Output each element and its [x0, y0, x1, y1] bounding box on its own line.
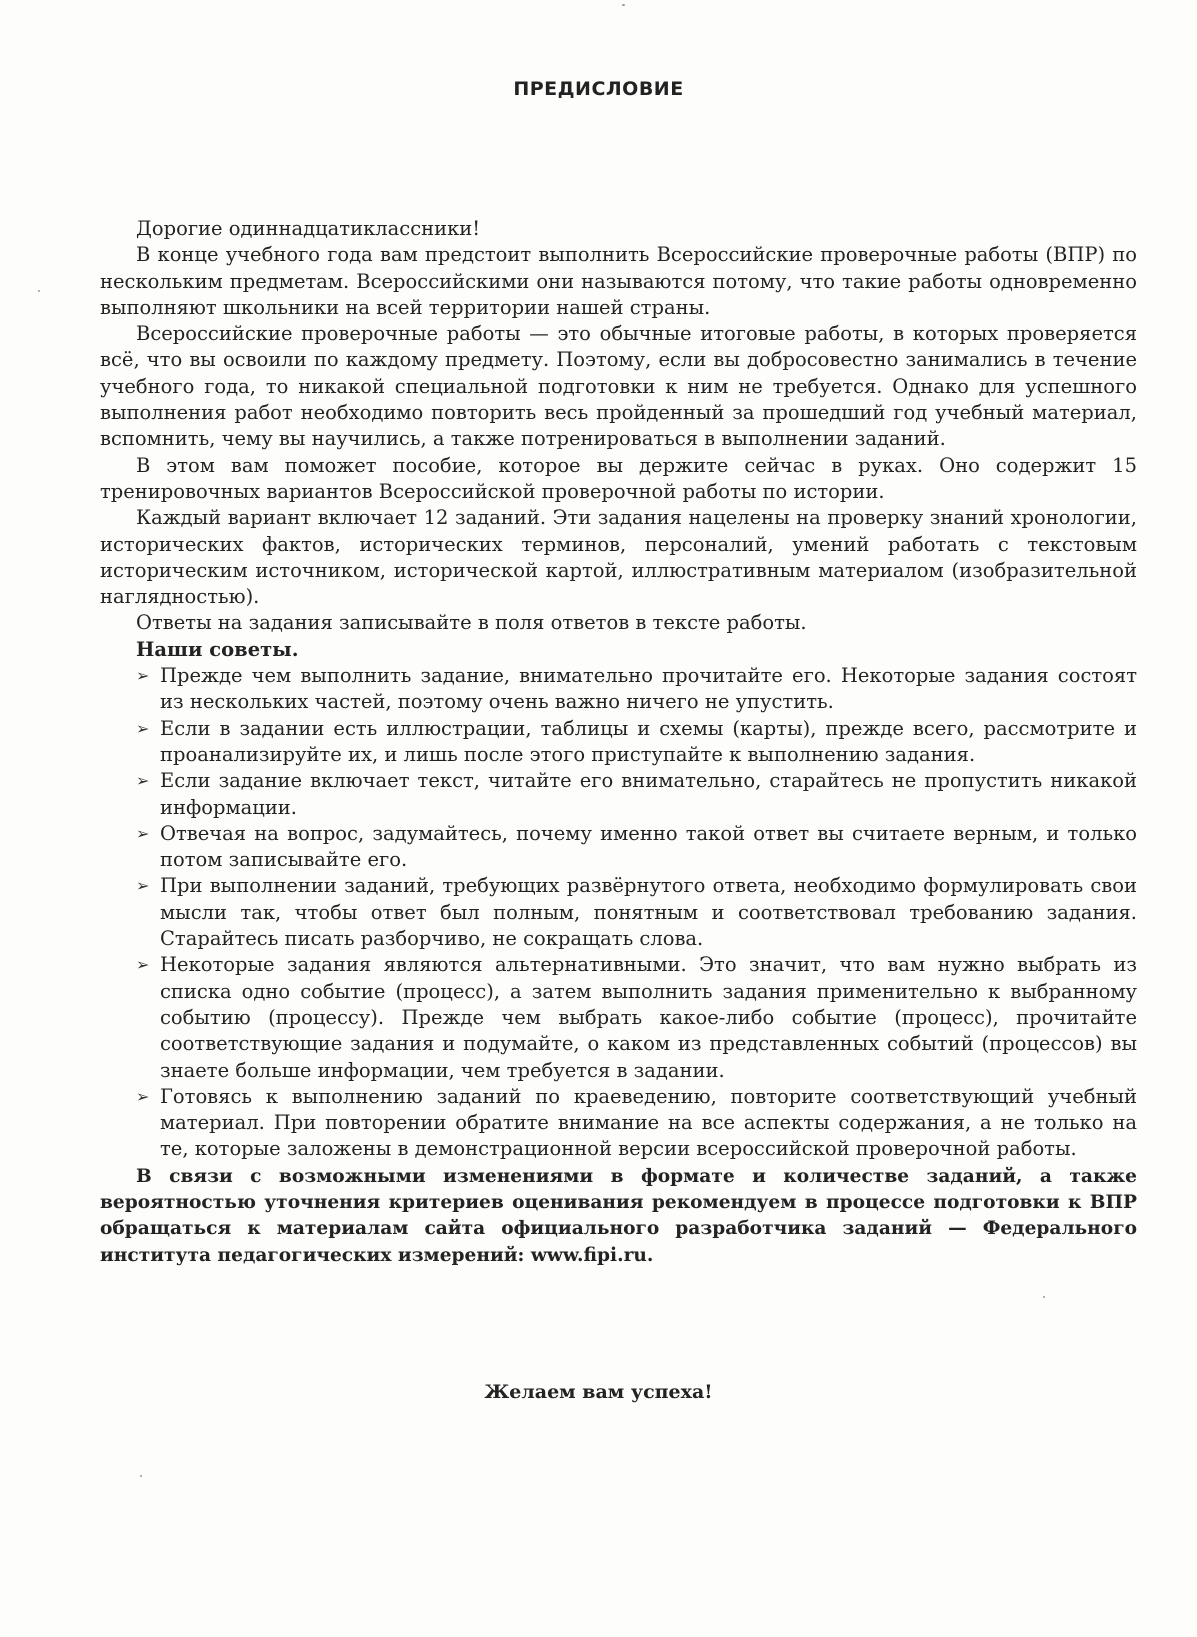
arrowhead-bullet-icon: ➢ [136, 876, 150, 896]
paragraph-answers: Ответы на задания записывайте в поля ответов в тексте работы. [136, 611, 807, 635]
advice-list [100, 663, 1137, 1163]
advice-item [100, 768, 1137, 821]
advice-item [100, 1084, 1137, 1163]
paragraph-manual: В этом вам поможет пособие, которое вы держите сейчас в руках. Оно содержит 15 тренировочных вариантов Всероссийской проверочной работы по истории. [100, 453, 1137, 503]
greeting: Дорогие одиннадцатиклассники! [136, 217, 481, 240]
scan-speck [38, 290, 40, 292]
page-title: ПРЕДИСЛОВИЕ [513, 78, 684, 100]
advice-item [100, 952, 1137, 1083]
preface-body [100, 216, 1137, 1269]
arrowhead-bullet-icon: ➢ [136, 771, 150, 791]
scan-speck [1043, 1296, 1045, 1298]
advice-text: При выполнении заданий, требующих развёрнутого ответа, необходимо формулировать свои мысли так, чтобы ответ был полным, понятным и соответствовал требованию задания. Старайтесь писать разборчиво, не сокращать слова. [160, 874, 1137, 951]
scan-speck [140, 1475, 142, 1477]
advice-text: Отвечая на вопрос, задумайтесь, почему именно такой ответ вы считаете верным, и только потом записывайте его. [160, 821, 1137, 872]
advice-item [100, 663, 1137, 716]
arrowhead-bullet-icon: ➢ [136, 955, 150, 975]
paragraph-tasks: Каждый вариант включает 12 заданий. Эти задания нацелены на проверку знаний хронологии, исторических фактов, исторических терминов, персоналий, умений работать с текстовым историческим источником, исторической картой, иллюстративным материалом (изобразительной наглядностью). [100, 506, 1137, 609]
advice-item [100, 821, 1137, 874]
arrowhead-bullet-icon: ➢ [136, 718, 150, 738]
paragraph-intro: В конце учебного года вам предстоит выполнить Всероссийские проверочные работы (ВПР) по нескольким предметам. Всероссийскими они называются потому, что такие работы одновременно выполняют школьники на всей территории нашей страны. [100, 243, 1137, 319]
scan-speck [622, 4, 625, 6]
advice-text: Некоторые задания являются альтернативными. Это значит, что вам нужно выбрать из списка одно событие (процесс), а затем выполнить задания применительно к выбранному событию (процессу). Прежде чем выбрать какое-либо событие (процесс), прочитайте соответствующие задания и подумайте, о каком из представленных событий (процессов) вы знаете больше информации, чем требуется в задании. [160, 953, 1137, 1082]
closing-wish: Желаем вам успеха! [484, 1381, 713, 1403]
arrowhead-bullet-icon: ➢ [136, 666, 150, 686]
arrowhead-bullet-icon: ➢ [136, 1086, 150, 1106]
paragraph-vpr-description: Всероссийские проверочные работы — это обычные итоговые работы, в которых проверяется всё, что вы освоили по каждому предмету. Поэтому, если вы добросовестно занимались в течение учебного года, то никакой специальной подготовки к ним не требуется. Однако для успешного выполнения работ необходимо повторить весь пройденный за прошедший год учебный материал, вспомнить, чему вы научились, а также потренироваться в выполнении заданий. [100, 322, 1137, 451]
advice-text: Готовясь к выполнению заданий по краеведению, повторите соответствующий учебный материал. При повторении обратите внимание на все аспекты содержания, а не только на те, которые заложены в демонстрационной версии всероссийской проверочной работы. [160, 1084, 1137, 1161]
advice-item [100, 873, 1137, 952]
advice-text: Если в задании есть иллюстрации, таблицы и схемы (карты), прежде всего, рассмотрите и проанализируйте их, и лишь после этого приступайте к выполнению задания. [160, 716, 1137, 766]
fipi-notice: В связи с возможными изменениями в формате и количестве заданий, а также вероятностью уточнения критериев оценивания рекомендуем в процессе подготовки к ВПР обращаться к материалам сайта официального разработчика заданий — Федерального института педагогических измерений: www.fipi.ru. [100, 1165, 1137, 1266]
arrowhead-bullet-icon: ➢ [136, 823, 150, 843]
advice-item [100, 716, 1137, 769]
advice-heading: Наши советы. [136, 637, 299, 661]
advice-text: Если задание включает текст, читайте его внимательно, старайтесь не пропустить никакой информации. [160, 769, 1137, 819]
advice-text: Прежде чем выполнить задание, внимательно прочитайте его. Некоторые задания состоят из нескольких частей, поэтому очень важно ничего не упустить. [160, 664, 1137, 714]
